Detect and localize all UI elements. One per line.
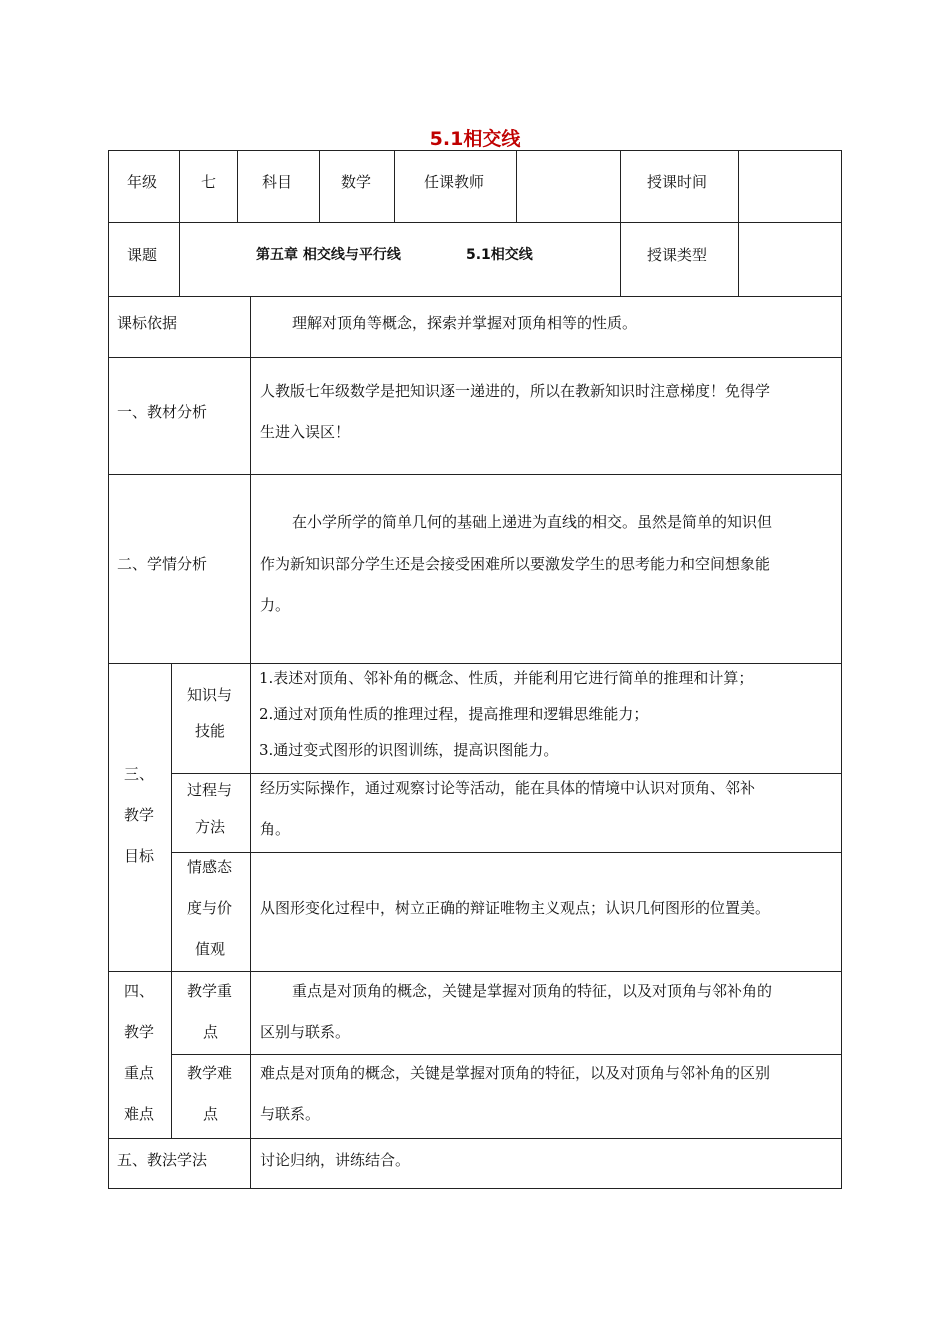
knowledge-label: 知识与 [187, 686, 233, 704]
table-rule [108, 1138, 842, 1139]
table-rule [319, 150, 320, 223]
material-text-line: 人教版七年级数学是把知识逐一递进的，所以在教新知识时注意梯度！免得学 [260, 382, 771, 400]
focus-text-line: 重点是对顶角的概念，关键是掌握对顶角的特征，以及对顶角与邻补角的 [292, 982, 773, 1000]
difficulty-label: 点 [203, 1105, 219, 1123]
process-text-line: 经历实际操作，通过观察讨论等活动，能在具体的情境中认识对顶角、邻补 [260, 779, 756, 797]
emotion-label: 值观 [195, 940, 226, 958]
table-rule [171, 852, 842, 853]
emotion-label: 情感态 [187, 858, 233, 876]
methods-text: 讨论归纳，讲练结合。 [260, 1151, 411, 1169]
goals-label: 教学 [124, 806, 155, 824]
table-rule [108, 1188, 842, 1189]
material-text-line: 生进入误区！ [260, 423, 351, 441]
teacher-label: 任课教师 [424, 173, 485, 191]
table-rule [620, 150, 621, 297]
difficulty-text-line: 难点是对顶角的概念，关键是掌握对顶角的特征，以及对顶角与邻补角的区别 [260, 1064, 771, 1082]
knowledge-text-line: 1.表述对顶角、邻补角的概念、性质，并能利用它进行简单的推理和计算； [259, 669, 754, 687]
focus-label: 点 [203, 1023, 219, 1041]
goals-label: 目标 [124, 847, 155, 865]
knowledge-text-line: 2.通过对顶角性质的推理过程，提高推理和逻辑思维能力； [259, 705, 649, 723]
table-rule [841, 150, 842, 1189]
grade-label: 年级 [127, 173, 158, 191]
table-rule [171, 663, 172, 1139]
material-label: 一、教材分析 [117, 403, 208, 421]
topic-section: 5.1相交线 [466, 247, 533, 263]
key-points-label: 教学 [124, 1023, 155, 1041]
time-label: 授课时间 [647, 173, 708, 191]
table-rule [108, 474, 842, 475]
basis-text: 理解对顶角等概念，探索并掌握对顶角相等的性质。 [292, 314, 638, 332]
learner-text-line: 作为新知识部分学生还是会接受困难所以要激发学生的思考能力和空间想象能 [260, 555, 771, 573]
process-label: 方法 [195, 818, 226, 836]
table-rule [108, 150, 109, 1189]
subject-value: 数学 [341, 173, 372, 191]
document-title: 5.1相交线 [429, 128, 521, 150]
learner-text-line: 力。 [260, 596, 291, 614]
goals-label: 三、 [124, 765, 155, 783]
difficulty-text-line: 与联系。 [260, 1105, 321, 1123]
process-text-line: 角。 [260, 820, 291, 838]
table-rule [516, 150, 517, 223]
table-rule [237, 150, 238, 223]
table-rule [179, 150, 180, 297]
table-rule [171, 773, 842, 774]
table-rule [108, 150, 842, 151]
topic-label: 课题 [127, 246, 158, 264]
table-rule [108, 971, 842, 972]
table-rule [171, 1054, 842, 1055]
lesson-type-label: 授课类型 [647, 246, 708, 264]
basis-label: 课标依据 [117, 314, 178, 332]
table-rule [250, 296, 251, 1189]
learner-label: 二、学情分析 [117, 555, 208, 573]
table-rule [394, 150, 395, 223]
table-rule [108, 296, 842, 297]
knowledge-text-line: 3.通过变式图形的识图训练，提高识图能力。 [259, 741, 559, 759]
table-rule [108, 357, 842, 358]
table-rule [738, 150, 739, 297]
topic-chapter: 第五章 相交线与平行线 [256, 247, 401, 263]
subject-label: 科目 [262, 173, 293, 191]
process-label: 过程与 [187, 781, 233, 799]
key-points-label: 难点 [124, 1105, 155, 1123]
table-rule [108, 663, 842, 664]
learner-text-line: 在小学所学的简单几何的基础上递进为直线的相交。虽然是简单的知识但 [292, 513, 773, 531]
difficulty-label: 教学难 [187, 1064, 233, 1082]
knowledge-label: 技能 [195, 722, 226, 740]
focus-text-line: 区别与联系。 [260, 1023, 351, 1041]
emotion-text: 从图形变化过程中，树立正确的辩证唯物主义观点；认识几何图形的位置美。 [260, 899, 771, 917]
grade-value: 七 [201, 173, 217, 191]
emotion-label: 度与价 [187, 899, 233, 917]
table-rule [108, 222, 842, 223]
methods-label: 五、教法学法 [117, 1151, 208, 1169]
key-points-label: 四、 [124, 982, 155, 1000]
key-points-label: 重点 [124, 1064, 155, 1082]
focus-label: 教学重 [187, 982, 233, 1000]
